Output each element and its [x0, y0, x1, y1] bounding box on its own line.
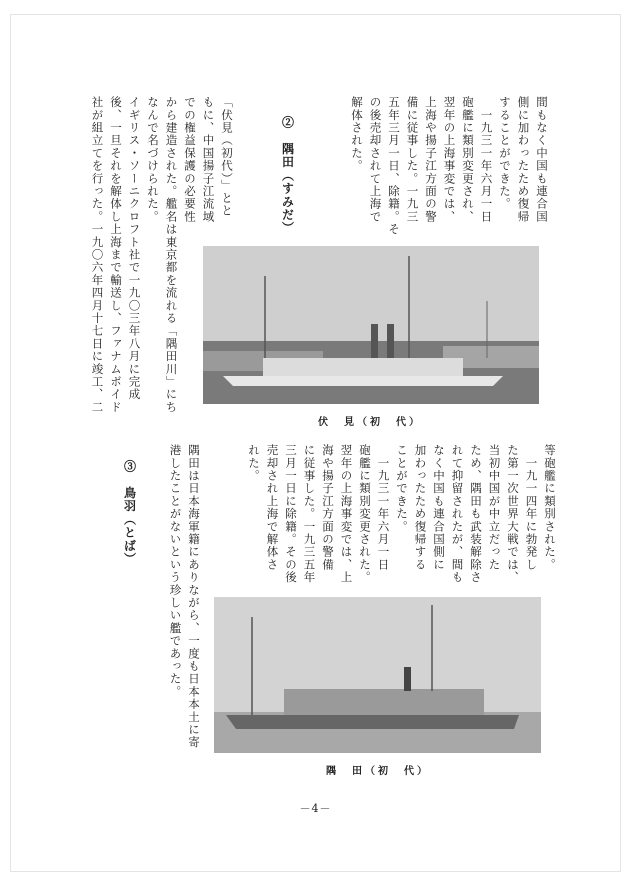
page-number: －4－	[299, 802, 332, 815]
section-heading-toba: ③ 鳥羽（とば）	[122, 460, 137, 566]
photo-sumida	[214, 597, 541, 753]
section-heading-sumida: ② 隅田（すみだ）	[280, 116, 295, 235]
text-block-top-right: 間もなく中国も連合国 側に加わったため復帰 することができた。 一九三一年六月一日 砲艦に類別変更され、 翌年の上海事変では、 上海や揚子江方面の警 備に従事した。一九三 五年三月一日、除籍。そ の後売却されて上海で 解体された。	[350, 96, 549, 236]
photo-caption-fushimi: 伏 見（初 代）	[318, 417, 422, 428]
ship-fushimi-illustration	[203, 246, 539, 404]
text-block-top-left: 「伏見（初代）」とと もに、中国揚子江流域 での権益保護の必要性 から建造された。艦名は東京都を流れる「隅田川」にち なんで名づけられた。 イギリス・ソーニクロフト社で一九〇三年八月に完成 後、一旦それを解体し上海まで輸送し、ファナムボイド 社が組立てを行った。一九〇六年四月十七日に竣工、二	[90, 96, 234, 414]
photo-fushimi	[203, 246, 539, 404]
ship-sumida-illustration	[214, 597, 541, 753]
text-block-bottom-right: 等砲艦に類別された。 一九一四年に勃発し た第一次世界大戦では、 当初中国が中立だった ため、隅田も武装解除さ れて抑留されたが、間も なく中国も連合国側に 加わったため復帰する ことができた。 一九三一年六月一日 砲艦に類別変更された。 翌年の上海事変では、上 海や揚子江方面の警備 に従事した。一九三五年 三月一日に除籍。その後 売却され上海で解体さ れた。	[247, 444, 557, 584]
photo-caption-sumida: 隅 田（初 代）	[326, 766, 430, 777]
text-block-bottom-left: 隅田は日本海軍籍にありながら、一度も日本本土に寄 港したことがないという珍しい艦であった。	[168, 444, 201, 749]
